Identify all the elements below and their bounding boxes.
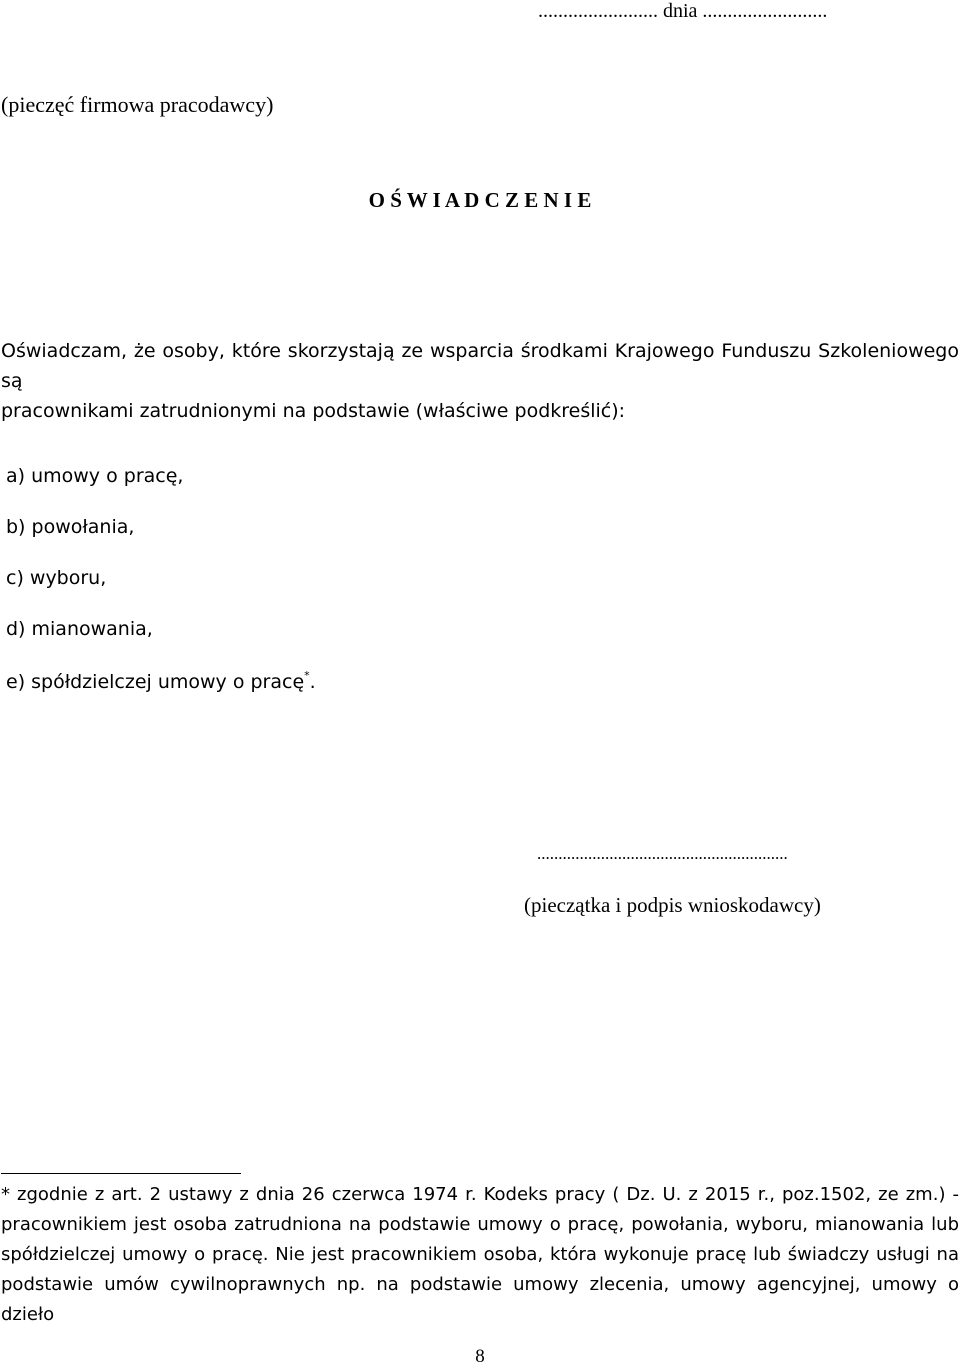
option-e-text: e) spółdzielczej umowy o pracę [6, 671, 305, 693]
option-a: a) umowy o pracę, [6, 465, 184, 487]
signature-caption: (pieczątka i podpis wnioskodawcy) [524, 893, 821, 917]
footnote-line-3: spółdzielczej umowy o pracę. Nie jest pracownikiem osoba, która wykonuje pracę lub świadczy usługi na [1, 1244, 959, 1265]
option-e-tail: . [309, 671, 316, 693]
footnote-separator [1, 1173, 241, 1174]
footnote-line-2: pracownikiem jest osoba zatrudniona na podstawie umowy o pracę, powołania, wyboru, mianowania lub [1, 1214, 959, 1235]
option-c: c) wyboru, [6, 567, 107, 589]
option-d: d) mianowania, [6, 618, 153, 640]
option-b: b) powołania, [6, 516, 135, 538]
declaration-intro [1, 336, 959, 426]
footnote [1, 1180, 959, 1330]
footnote-line-5: dzieło [1, 1304, 55, 1325]
signature-line: ........................................................... [537, 844, 788, 863]
footnote-line-4: podstawie umów cywilnoprawnych np. na podstawie umowy zlecenia, umowy agencyjnej, umowy o [1, 1274, 959, 1295]
document-title: O Ś W I A D C Z E N I E [368, 188, 592, 212]
option-e [6, 669, 316, 693]
intro-line-2: pracownikami zatrudnionymi na podstawie (właściwe podkreślić): [1, 400, 626, 422]
date-line: ........................ dnia ......................... [538, 0, 828, 22]
intro-line-1: Oświadczam, że osoby, które skorzystają ze wsparcia środkami Krajowego Funduszu Szkoleniowego są [1, 340, 959, 392]
footnote-marker: * [304, 669, 310, 682]
page-number: 8 [475, 1346, 485, 1367]
footnote-line-1: * zgodnie z art. 2 ustawy z dnia 26 czerwca 1974 r. Kodeks pracy ( Dz. U. z 2015 r., poz.1502, ze zm.) - [1, 1184, 959, 1205]
employer-stamp-note: (pieczęć firmowa pracodawcy) [1, 92, 274, 117]
